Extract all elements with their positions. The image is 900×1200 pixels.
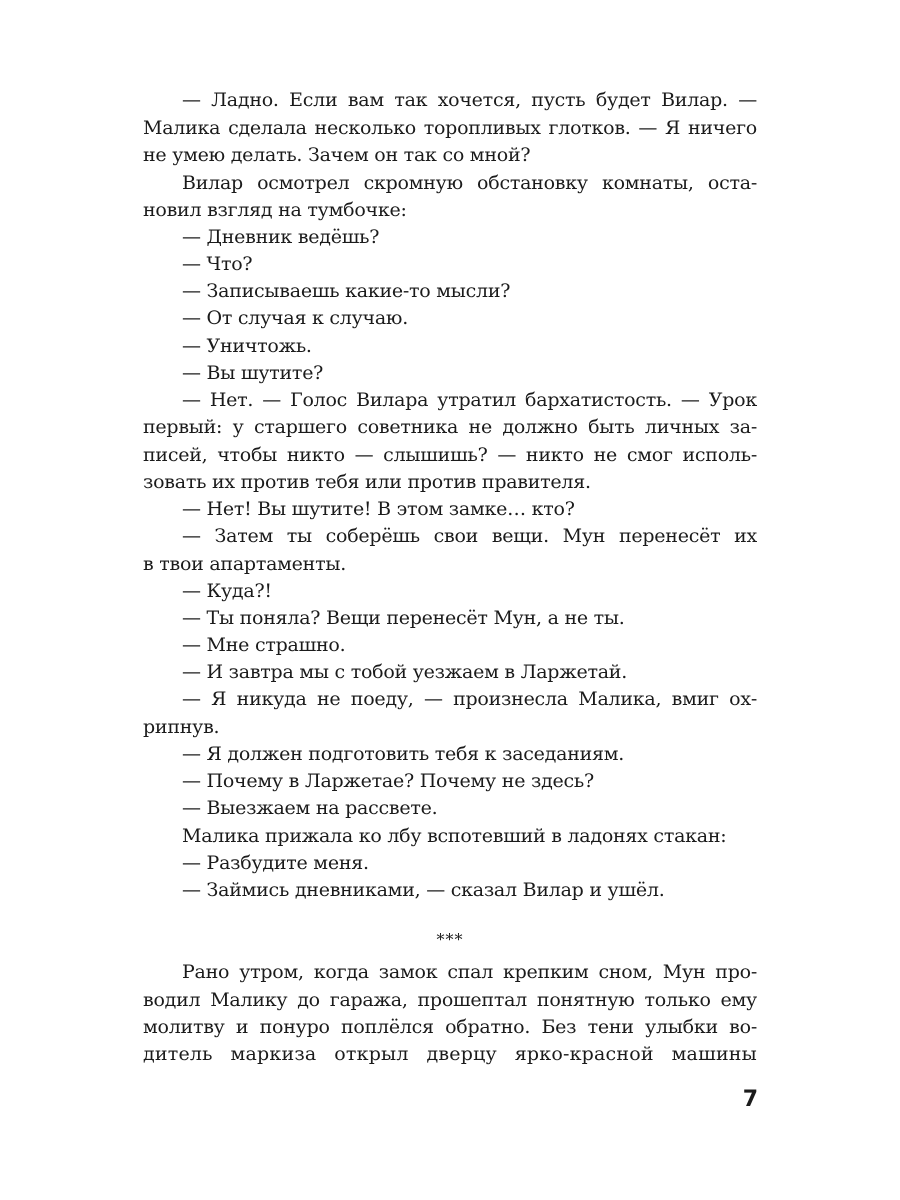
text-line: — Почему в Ларжетае? Почему не здесь?: [182, 770, 594, 792]
text-line: Малика прижала ко лбу вспотевший в ладонях стакан:: [182, 825, 727, 847]
text-line: водил Малику до гаража, прошептал понятную только ему: [143, 989, 757, 1011]
text-line: — Ты поняла? Вещи перенесёт Мун, а не ты.: [182, 607, 625, 629]
text-line: рипнув.: [143, 716, 220, 738]
text-line: — Записываешь какие-то мысли?: [182, 280, 511, 302]
text-line: Малика сделала несколько торопливых глотков. — Я ничего: [143, 117, 757, 139]
text-line: — Уничтожь.: [182, 335, 312, 357]
text-line: — Разбудите меня.: [182, 852, 369, 874]
text-line: — Ладно. Если вам так хочется, пусть будет Вилар. —: [182, 89, 757, 111]
text-line: — Я никуда не поеду, — произнесла Малика, вмиг ох-: [182, 688, 757, 710]
text-line: зовать их против тебя или против правителя.: [143, 471, 591, 493]
text-line: писей, чтобы никто — слышишь? — никто не смог исполь-: [143, 444, 757, 466]
page-number: 7: [742, 1087, 758, 1112]
text-line: молитву и понуро поплёлся обратно. Без тени улыбки во-: [143, 1016, 757, 1038]
text-line: — Вы шутите?: [182, 362, 324, 384]
text-line: — Выезжаем на рассвете.: [182, 797, 438, 819]
text-line: Рано утром, когда замок спал крепким сном, Мун про-: [182, 961, 757, 983]
text-line: Вилар осмотрел скромную обстановку комнаты, оста-: [182, 172, 757, 194]
text-line: — Нет! Вы шутите! В этом замке… кто?: [182, 498, 575, 520]
text-line: первый: у старшего советника не должно быть личных за-: [143, 416, 757, 438]
text-line: новил взгляд на тумбочке:: [143, 199, 407, 221]
section-break: ***: [436, 930, 464, 949]
text-line: — Мне страшно.: [182, 634, 346, 656]
text-line: — Затем ты соберёшь свои вещи. Мун перенесёт их: [182, 525, 757, 547]
text-line: — От случая к случаю.: [182, 307, 408, 329]
text-line: в твои апартаменты.: [143, 553, 347, 575]
text-line: — Дневник ведёшь?: [182, 226, 380, 248]
text-line: — Куда?!: [182, 580, 272, 602]
text-line: — Что?: [182, 253, 253, 275]
text-line: — И завтра мы с тобой уезжаем в Ларжетай.: [182, 661, 627, 683]
text-line: — Нет. — Голос Вилара утратил бархатистость. — Урок: [182, 389, 757, 411]
text-line: — Займись дневниками, — сказал Вилар и ушёл.: [182, 879, 665, 901]
text-line: дитель маркиза открыл дверцу ярко-красной машины: [143, 1043, 757, 1065]
text-line: не умею делать. Зачем он так со мной?: [143, 144, 531, 166]
text-line: — Я должен подготовить тебя к заседаниям.: [182, 743, 625, 765]
